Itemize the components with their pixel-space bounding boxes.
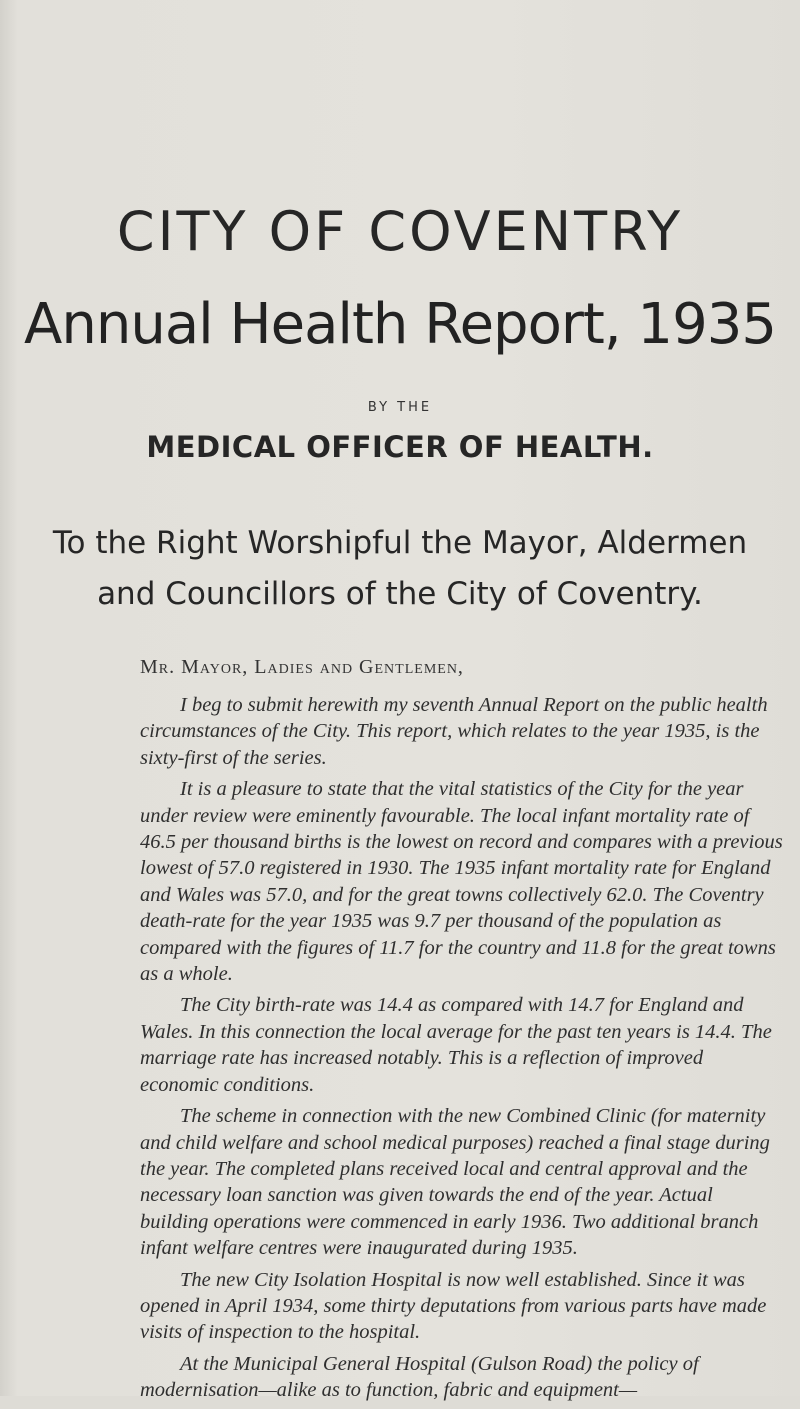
report-body: [140, 692, 785, 1409]
paragraph-2: It is a pleasure to state that the vital statistics of the City for the year under review were eminently favourable. The local infant mortality rate of 46.5 per thousand births is the lowest on record and compares with a previous lowest of 57.0 registered in 1930. The 1935 infant mortality rate for England and Wales was 57.0, and for the great towns collectively 62.0. The Coventry death-rate for the year 1935 was 9.7 per thousand of the population as compared with the figures of 11.7 for the country and 11.8 for the great towns as a whole.: [140, 778, 783, 986]
by-the-label: BY THE: [367, 400, 433, 415]
salutation: Mr. Mayor, Ladies and Gentlemen,: [140, 656, 464, 678]
paragraph-1: I beg to submit herewith my seventh Annual Report on the public health circumstances of the City. This report, which relates to the year 1935, is the sixty-first of the series.: [140, 694, 768, 769]
paragraph-4: The scheme in connection with the new Combined Clinic (for maternity and child welfare and school medical purposes) reached a final stage during the year. The completed plans received local and central approval and the necessary loan sanction was given towards the end of the year. Actual building operations were commenced in early 1936. Two additional branch infant welfare centres were inaugurated during 1935.: [140, 1105, 770, 1260]
address-line-1: To the Right Worshipful the Mayor, Aldermen: [52, 525, 748, 561]
address-block: [40, 518, 760, 620]
paragraph-5: The new City Isolation Hospital is now well established. Since it was opened in April 1934, some thirty deputations from various parts have made visits of inspection to the hospital.: [140, 1268, 767, 1344]
officer-title: MEDICAL OFFICER OF HEALTH.: [146, 430, 654, 464]
report-title: Annual Health Report, 1935: [24, 292, 776, 357]
paragraph-6: At the Municipal General Hospital (Gulson Road) the policy of modernisation—alike as to function, fabric and equipment—: [140, 1352, 699, 1402]
paragraph-3: The City birth-rate was 14.4 as compared with 14.7 for England and Wales. In this connection the local average for the past ten years is 14.4. The marriage rate has increased notably. This is a reflection of improved economic conditions.: [140, 994, 772, 1096]
address-line-2: and Councillors of the City of Coventry.: [97, 576, 703, 612]
city-title: CITY OF COVENTRY: [116, 200, 684, 263]
